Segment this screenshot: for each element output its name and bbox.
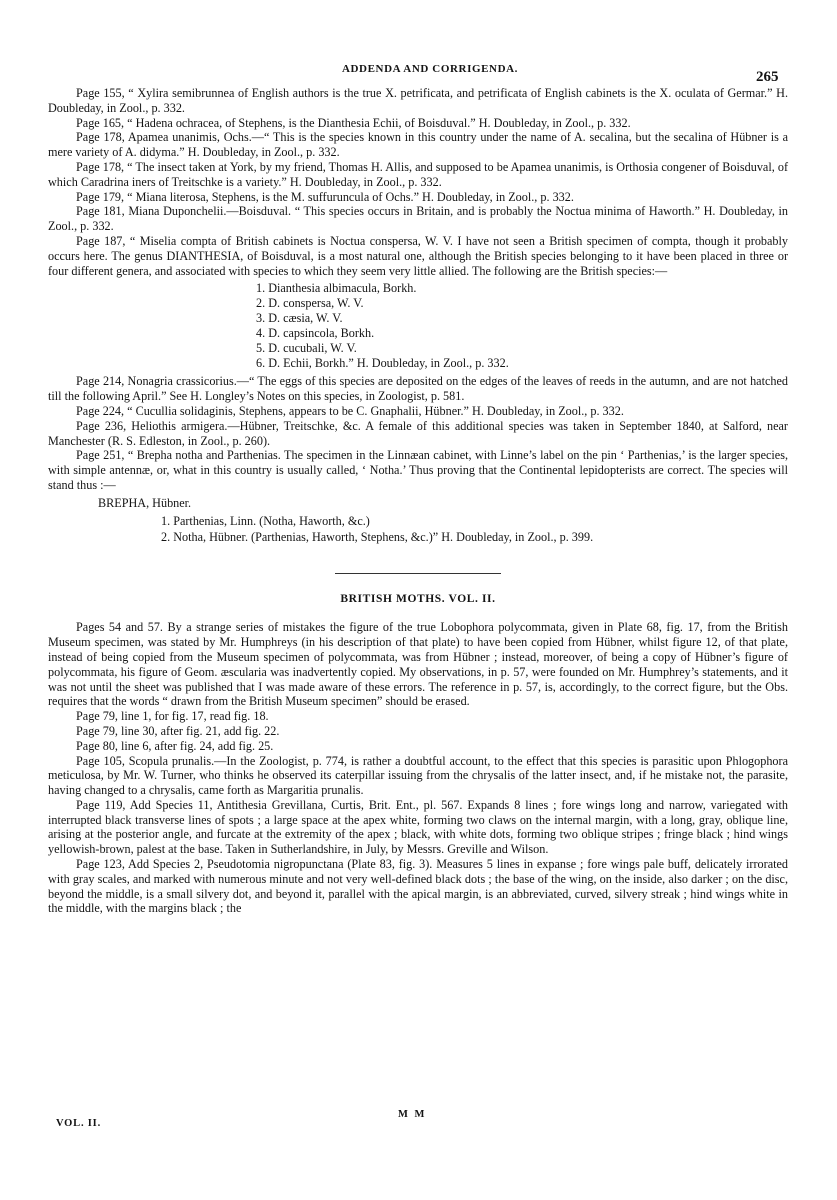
paragraph: Page 224, “ Cucullia solidaginis, Stephens, appears to be C. Gnaphalii, Hübner.” H. Doubleday, in Zool., p. 332. <box>76 403 624 418</box>
paragraph: Page 236, Heliothis armigera.—Hübner, Treitschke, &c. A female of this additional species was taken in September 1840, at Salford, near Manchester (R. S. Edleston, in Zool., p. 260). <box>48 418 788 448</box>
paragraph: Page 79, line 30, after fig. 21, add fig. 22. <box>76 723 280 738</box>
paragraph: Page 178, Apamea unanimis, Ochs.—“ This is the species known in this country under the name of A. secalina, but the secalina of Hübner is a mere variety of A. didyma.” H. Doubleday, in Zool., p. 332. <box>48 130 788 160</box>
list-item: 5. D. cucubali, W. V. <box>256 341 357 356</box>
paragraph: Page 251, “ Brepha notha and Parthenias. The specimen in the Linnæan cabinet, with Linne’s label on the pin ‘ Parthenias,’ is the larger species, with simple antennæ, or, what in this country is usually called, ‘ Notha.’ Thus proving that the Continental lepidopterists are correct. The species will stand thus :— <box>48 448 788 492</box>
signature-mark: M M <box>398 1109 427 1120</box>
section-divider <box>335 573 501 574</box>
paragraph: Page 178, “ The insect taken at York, by my friend, Thomas H. Allis, and supposed to be Apamea unanimis, is Orthosia congener of Boisduval, of which Caradrina iners of Treitschke is a variety.” H. Doubleday, in Zool., p. 332. <box>48 159 788 189</box>
page-number: 265 <box>756 69 779 85</box>
paragraph: Page 187, “ Miselia compta of British cabinets is Noctua conspersa, W. V. I have not seen a British specimen of compta, though it probably occurs here. The genus DIANTHESIA, of Boisduval, is a most natural one, although the British species belonging to it have been placed in three or four different genera, and associated with species to which they seem very little allied. The following are the British species:— <box>48 233 788 278</box>
paragraph: Page 79, line 1, for fig. 17, read fig. 18. <box>76 709 269 724</box>
running-head: ADDENDA AND CORRIGENDA. <box>341 63 519 75</box>
paragraph: Page 123, Add Species 2, Pseudotomia nigropunctana (Plate 83, fig. 3). Measures 5 lines in expanse ; fore wings pale buff, delicately irrorated with gray scales, and marked with numerous minute and not very well-defined black dots ; the base of the wing, on the inside, also darker ; on the disc, beyond the middle, is a small silvery dot, and beyond it, parallel with the apical margin, is an abbreviated, curved, silvery streak ; hind wings white in the middle, with the margins black ; the <box>48 857 788 916</box>
list-item: 1. Parthenias, Linn. (Notha, Haworth, &c.) <box>161 513 370 528</box>
paragraph: Page 80, line 6, after fig. 24, add fig. 25. <box>76 738 274 753</box>
paragraph: Pages 54 and 57. By a strange series of mistakes the figure of the true Lobophora polycommata, given in Plate 68, fig. 17, from the British Museum specimen, was stated by Mr. Humphreys (in his description of that plate) to have been copied from Hübner, whilst figure 12, of that plate, instead of being copied from the Museum specimen of polycommata, was from Hübner ; instead, moreover, of being a copy of Hübner’s figure of polycommata, his figure of Geom. æscularia was inadvertently copied. My observations, in p. 57, were founded on Mr. Humphrey’s statements, and it was not until the sheet was published that I was made aware of these errors. The reference in p. 57, is, accordingly, to the correct figure, but the Obs. requires that the words “ drawn from the British Museum specimen” should be erased. <box>48 620 788 709</box>
species-list <box>256 281 788 371</box>
page-header <box>0 62 837 84</box>
genus-list <box>161 513 788 545</box>
genus-heading: BREPHA, Hübner. <box>98 495 192 510</box>
paragraph: Page 181, Miana Duponchelii.—Boisduval. “ This species occurs in Britain, and is probably the Noctua minima of Haworth.” H. Doubleday, in Zool., p. 332. <box>48 204 788 234</box>
list-item: 4. D. capsincola, Borkh. <box>256 326 375 341</box>
paragraph: Page 155, “ Xylira semibrunnea of English authors is the true X. petrificata, and petrificata of English cabinets is the X. oculata of Germar.” H. Doubleday, in Zool., p. 332. <box>48 86 788 115</box>
list-item: 6. D. Echii, Borkh.” H. Doubleday, in Zool., p. 332. <box>256 356 509 371</box>
volume-label: VOL. II. <box>56 1118 101 1129</box>
list-item: 2. Notha, Hübner. (Parthenias, Haworth, Stephens, &c.)” H. Doubleday, in Zool., p. 399. <box>161 529 594 544</box>
page-body <box>48 86 788 916</box>
section-title: BRITISH MOTHS. VOL. II. <box>340 592 496 605</box>
paragraph: Page 214, Nonagria crassicorius.—“ The eggs of this species are deposited on the edges of the leaves of reeds in the autumn, and are not hatched till the following April.” See H. Longley’s Notes on this species, in Zoologist, p. 581. <box>48 374 788 404</box>
paragraph: Page 179, “ Miana literosa, Stephens, is the M. suffuruncula of Ochs.” H. Doubleday, in Zool., p. 332. <box>76 189 574 204</box>
paragraph: Page 105, Scopula prunalis.—In the Zoologist, p. 774, is rather a doubtful account, to the effect that this species is parasitic upon Phlogophora meticulosa, by Mr. W. Turner, who thinks he observed its caterpillar issuing from the chrysalis of the latter insect, and, if he mistake not, the parasite, having changed to a chrysalis, came forth as Margaritia prunalis. <box>48 753 788 798</box>
list-item: 2. D. conspersa, W. V. <box>256 296 364 311</box>
list-item: 3. D. cæsia, W. V. <box>256 311 343 326</box>
paragraph: Page 165, “ Hadena ochracea, of Stephens, is the Dianthesia Echii, of Boisduval.” H. Doubleday, in Zool., p. 332. <box>76 115 631 130</box>
paragraph: Page 119, Add Species 11, Antithesia Grevillana, Curtis, Brit. Ent., pl. 567. Expands 8 lines ; fore wings long and narrow, variegated with interrupted black transverse lines of spots ; a large space at the apex white, forming two claws on the internal margin, with a long, gray, oblique line, arising at the posterior angle, and furcate at the extremity of the apex ; black, with white dots, forming two oblique stripes ; fringe black ; hind wings yellowish-brown, palest at the base. Taken in Sutherlandshire, in July, by Messrs. Greville and Wilson. <box>48 797 788 857</box>
list-item: 1. Dianthesia albimacula, Borkh. <box>256 281 417 296</box>
